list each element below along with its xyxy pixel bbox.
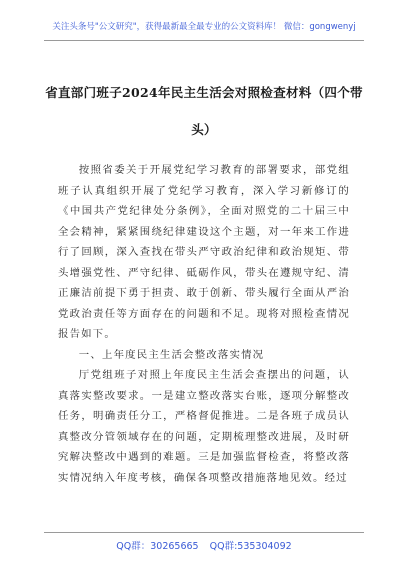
section-heading-1: 一、上年度民主生活会整改落实情况 — [78, 348, 265, 361]
intro-paragraph: 按照省委关于开展党纪学习教育的部署要求，部党组班子认真组织开展了党纪学习教育，深入学习新修订的《中国共产党纪律处分条例》，全面对照党的二十届三中全会精神，紧紧围绕纪律建设这个主题，对一年来工作进行了回顾，深入查找在带头严守政治纪律和政治规矩、带头增强党性、严守纪律、砥砺作风，带头在遵规守纪、清正廉洁前提下勇于担责、敢于创新、带头履行全面从严治党政治责任等方面存在的问题和不足。现将对照检查情况报告如下。 — [58, 164, 350, 340]
footer — [0, 538, 408, 552]
footer-qq-group-2: QQ群:535304092 — [209, 541, 292, 552]
header-banner: 关注头条号"公文研究"，获得最新最全最专业的公文资料库！ 微信：gongwenyj — [52, 22, 356, 32]
document-title-line-1: 省直部门班子2024年民主生活会对照检查材料（四个带 — [45, 85, 363, 100]
footer-divider — [44, 532, 364, 533]
header-divider — [44, 40, 364, 41]
section-1-paragraph: 厅党组班子对照上年度民主生活会查摆出的问题，认真落实整改要求。一是建立整改落实台账，逐项分解整改任务，明确责任分工，严格督促推进。二是各班子成员认真整改分管领域存在的问题，定期梳理整改进展，及时研究解决整改中遇到的难题。三是加强监督检查，将整改落实情况纳入年度考核，确保各项整改措施落地见效。经过 — [58, 369, 350, 484]
document-body — [58, 160, 350, 488]
footer-qq-group-1: QQ群：30265665 — [116, 541, 199, 552]
document-title-line-2: 头） — [191, 122, 217, 137]
